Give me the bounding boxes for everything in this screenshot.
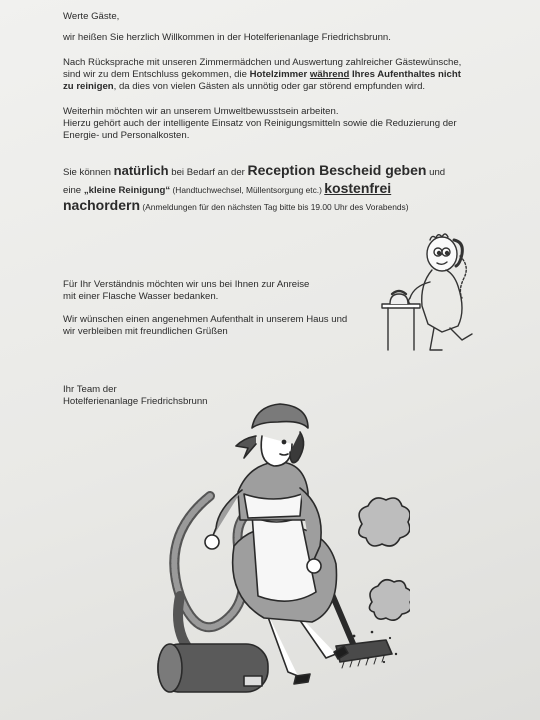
paragraph-3-line-3 bbox=[63, 197, 409, 216]
cleaning-lady-vacuum-icon bbox=[140, 396, 410, 708]
bold-zu-reinigen: zu reinigen bbox=[63, 81, 114, 92]
salutation: Werte Gäste, bbox=[63, 11, 120, 22]
paragraph-5-line-2: wir verbleiben mit freundlichen Grüßen bbox=[63, 326, 228, 337]
welcome-line: wir heißen Sie herzlich Willkommen in der Hotelferienanlage Friedrichsbrunn. bbox=[63, 32, 391, 43]
bold-kleine-reinigung: „kleine Reinigung“ bbox=[83, 185, 171, 196]
signature-line-2: Hotelferienanlage Friedrichsbrunn bbox=[63, 396, 208, 407]
signature-line-1: Ihr Team der bbox=[63, 384, 117, 395]
text-segment: , da dies von vielen Gästen als unnötig oder gar störend empfunden wird. bbox=[113, 81, 426, 92]
text-segment: eine bbox=[63, 185, 84, 196]
text-segment: und bbox=[426, 167, 446, 178]
paragraph-2-line-1: Weiterhin möchten wir an unserem Umweltbewusstsein arbeiten. bbox=[63, 106, 339, 117]
paragraph-1-line-3 bbox=[63, 81, 425, 93]
paragraph-4-line-1: Für Ihr Verständnis möchten wir uns bei Ihnen zur Anreise bbox=[63, 279, 310, 290]
text-segment: (Handtuchwechsel, Müllentsorgung etc.) bbox=[170, 185, 325, 195]
paragraph-3-line-1 bbox=[63, 162, 445, 181]
telephone-cartoon-icon bbox=[380, 226, 490, 356]
paragraph-4-line-2: mit einer Flasche Wasser bedanken. bbox=[63, 291, 219, 302]
bold-hotelzimmer: Hotelzimmer bbox=[249, 69, 310, 80]
bold-nachordern: nachordern bbox=[63, 197, 141, 213]
paragraph-2-line-2: Hierzu gehört auch der intelligente Einsatz von Reinigungsmitteln sowie die Reduzierung der bbox=[63, 118, 457, 129]
bold-underlined-waehrend: während bbox=[309, 69, 350, 80]
text-segment: (Anmeldungen für den nächsten Tag bitte bis 19.00 Uhr des Vorabends) bbox=[140, 202, 409, 212]
text-segment: bei Bedarf an der bbox=[168, 167, 248, 178]
paragraph-5-line-1: Wir wünschen einen angenehmen Aufenthalt in unserem Haus und bbox=[63, 314, 348, 325]
bold-reception-bescheid: Reception Bescheid geben bbox=[247, 162, 427, 178]
bold-natuerlich: natürlich bbox=[113, 163, 169, 178]
bold-aufenthaltes: Ihres Aufenthaltes nicht bbox=[349, 69, 461, 80]
text-segment: sind wir zu dem Entschluss gekommen, die bbox=[63, 69, 250, 80]
bold-kostenfrei: kostenfrei bbox=[324, 180, 392, 196]
paragraph-1-line-2 bbox=[63, 69, 461, 81]
paragraph-2-line-3: Energie- und Personalkosten. bbox=[63, 130, 190, 141]
paragraph-1-line-1: Nach Rücksprache mit unseren Zimmermädchen und Auswertung zahlreicher Gästewünsche, bbox=[63, 57, 462, 68]
text-segment: Sie können bbox=[63, 167, 114, 178]
